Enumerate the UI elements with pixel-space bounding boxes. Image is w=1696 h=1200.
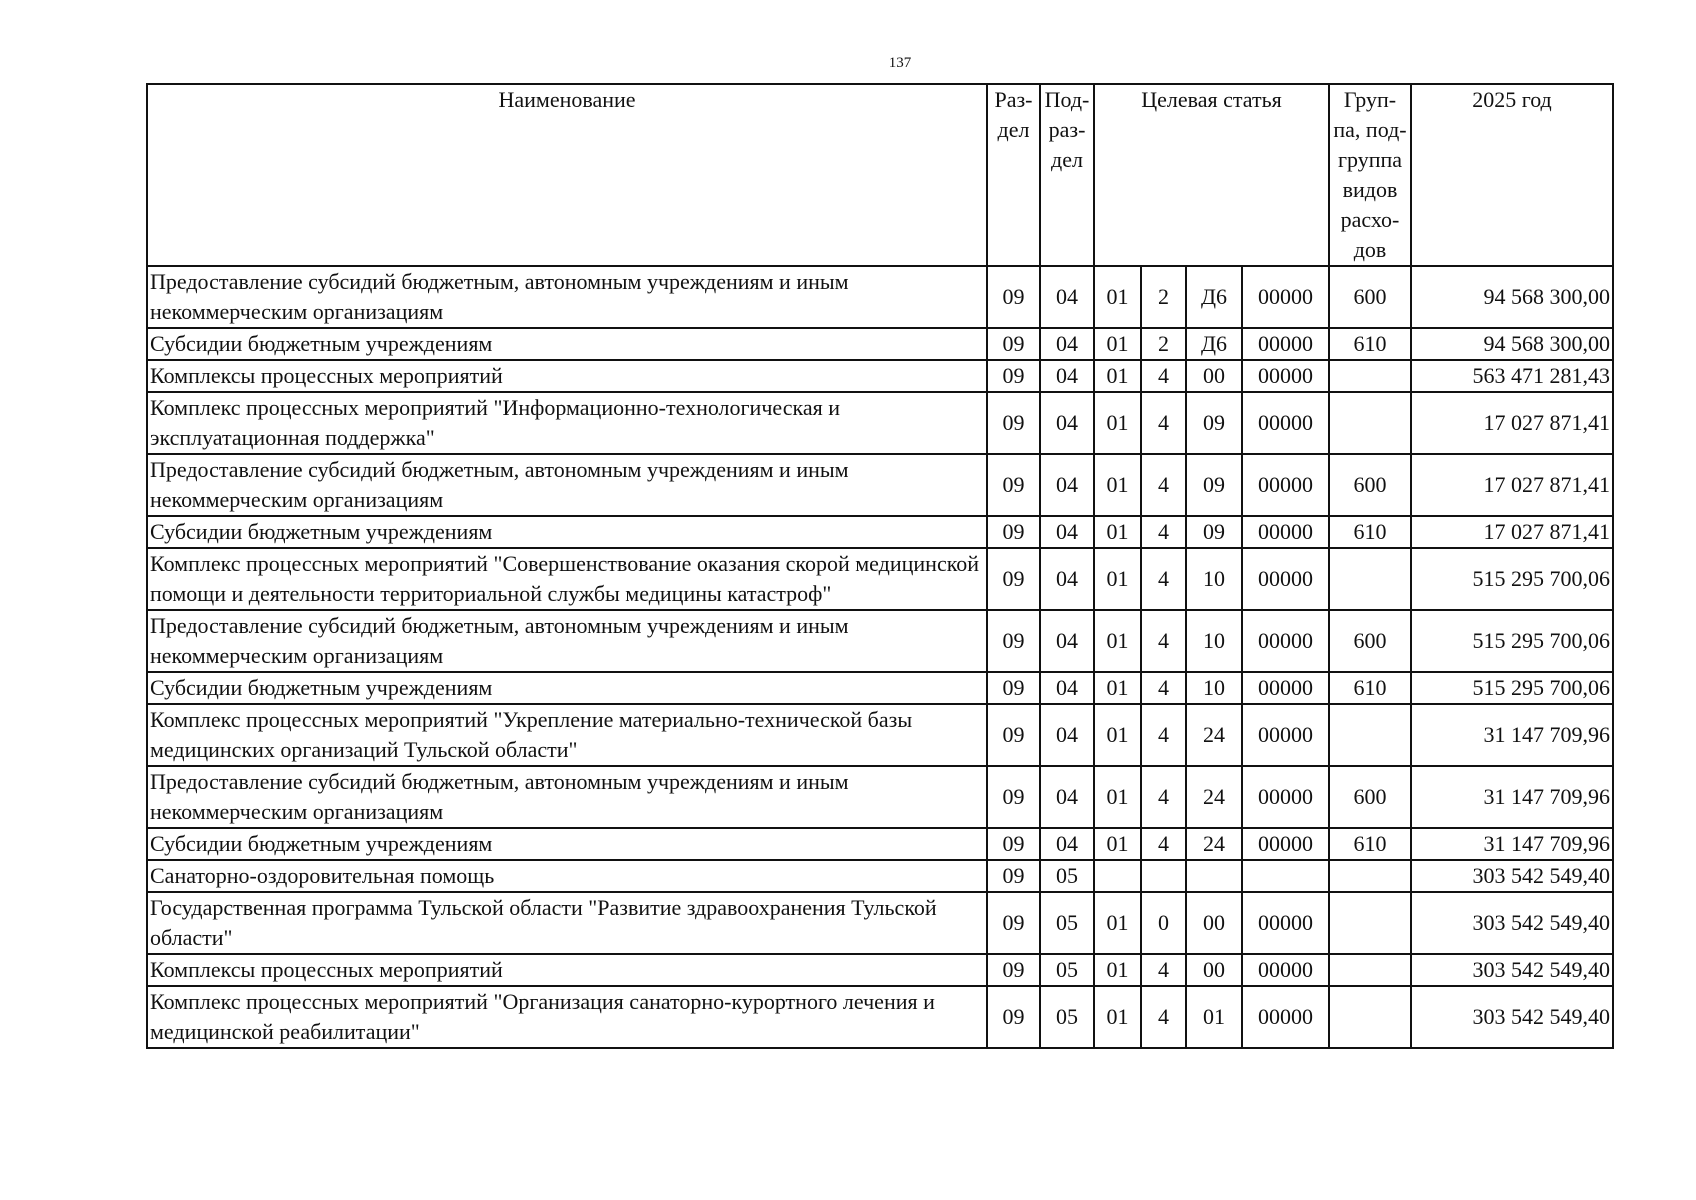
row-podrazdel: 04 [1040, 266, 1094, 328]
row-razdel: 09 [987, 860, 1040, 892]
row-podrazdel: 04 [1040, 392, 1094, 454]
row-expense-group [1329, 360, 1411, 392]
row-podrazdel: 05 [1040, 892, 1094, 954]
row-amount-2025: 515 295 700,06 [1411, 672, 1613, 704]
row-amount-2025: 31 147 709,96 [1411, 828, 1613, 860]
row-razdel: 09 [987, 986, 1040, 1048]
row-name: Санаторно-оздоровительная помощь [147, 860, 987, 892]
table-body [147, 266, 1613, 1048]
table-row [147, 892, 1613, 954]
row-name: Предоставление субсидий бюджетным, автономным учреждениям и иным некоммерческим организациям [147, 766, 987, 828]
row-name: Комплекс процессных мероприятий "Укрепление материально-технической базы медицинских организаций Тульской области" [147, 704, 987, 766]
budget-table [146, 83, 1614, 1049]
row-amount-2025: 515 295 700,06 [1411, 548, 1613, 610]
table-row [147, 704, 1613, 766]
row-expense-group [1329, 392, 1411, 454]
header-podrazdel: Под- раз- дел [1040, 84, 1094, 266]
row-target-program: 01 [1094, 954, 1141, 986]
row-target-type: 4 [1141, 392, 1186, 454]
row-podrazdel: 04 [1040, 548, 1094, 610]
row-amount-2025: 17 027 871,41 [1411, 392, 1613, 454]
row-target-direction: 00000 [1242, 954, 1329, 986]
row-target-type: 4 [1141, 672, 1186, 704]
row-target-code: 09 [1186, 454, 1242, 516]
row-podrazdel: 05 [1040, 986, 1094, 1048]
row-target-direction: 00000 [1242, 454, 1329, 516]
row-target-code: 10 [1186, 610, 1242, 672]
row-target-code: 00 [1186, 360, 1242, 392]
row-expense-group: 600 [1329, 766, 1411, 828]
row-expense-group: 610 [1329, 672, 1411, 704]
table-row [147, 454, 1613, 516]
row-name: Субсидии бюджетным учреждениям [147, 672, 987, 704]
row-target-direction: 00000 [1242, 392, 1329, 454]
table-row [147, 266, 1613, 328]
row-target-code: 09 [1186, 516, 1242, 548]
table-row [147, 610, 1613, 672]
row-target-code [1186, 860, 1242, 892]
row-target-code: 01 [1186, 986, 1242, 1048]
row-expense-group [1329, 954, 1411, 986]
row-podrazdel: 04 [1040, 610, 1094, 672]
row-expense-group [1329, 986, 1411, 1048]
row-target-direction: 00000 [1242, 328, 1329, 360]
row-target-type: 4 [1141, 704, 1186, 766]
table-row [147, 828, 1613, 860]
row-target-program: 01 [1094, 766, 1141, 828]
row-target-type [1141, 860, 1186, 892]
header-expense-group: Груп- па, под- группа видов расхо- дов [1329, 84, 1411, 266]
row-target-program: 01 [1094, 516, 1141, 548]
row-target-program: 01 [1094, 328, 1141, 360]
row-razdel: 09 [987, 328, 1040, 360]
row-target-type: 2 [1141, 328, 1186, 360]
row-amount-2025: 17 027 871,41 [1411, 516, 1613, 548]
row-expense-group [1329, 704, 1411, 766]
row-name: Субсидии бюджетным учреждениям [147, 828, 987, 860]
row-razdel: 09 [987, 516, 1040, 548]
row-target-code: 10 [1186, 672, 1242, 704]
row-target-program: 01 [1094, 266, 1141, 328]
row-podrazdel: 04 [1040, 454, 1094, 516]
row-expense-group [1329, 548, 1411, 610]
header-year-2025: 2025 год [1411, 84, 1613, 266]
row-razdel: 09 [987, 548, 1040, 610]
row-razdel: 09 [987, 828, 1040, 860]
row-razdel: 09 [987, 766, 1040, 828]
header-target-article: Целевая статья [1094, 84, 1329, 266]
row-name: Субсидии бюджетным учреждениям [147, 328, 987, 360]
row-target-direction: 00000 [1242, 766, 1329, 828]
row-razdel: 09 [987, 360, 1040, 392]
row-amount-2025: 303 542 549,40 [1411, 954, 1613, 986]
row-target-code: 24 [1186, 704, 1242, 766]
row-amount-2025: 303 542 549,40 [1411, 860, 1613, 892]
row-amount-2025: 515 295 700,06 [1411, 610, 1613, 672]
row-target-code: 00 [1186, 892, 1242, 954]
row-target-program [1094, 860, 1141, 892]
table-row [147, 516, 1613, 548]
row-amount-2025: 17 027 871,41 [1411, 454, 1613, 516]
row-target-type: 4 [1141, 548, 1186, 610]
row-target-type: 0 [1141, 892, 1186, 954]
table-row [147, 860, 1613, 892]
row-name: Государственная программа Тульской области "Развитие здравоохранения Тульской области" [147, 892, 987, 954]
row-razdel: 09 [987, 892, 1040, 954]
row-target-program: 01 [1094, 548, 1141, 610]
row-podrazdel: 05 [1040, 954, 1094, 986]
row-target-type: 4 [1141, 986, 1186, 1048]
page-number: 137 [888, 55, 912, 71]
row-expense-group: 610 [1329, 828, 1411, 860]
row-razdel: 09 [987, 954, 1040, 986]
row-podrazdel: 04 [1040, 360, 1094, 392]
row-expense-group: 610 [1329, 516, 1411, 548]
header-name: Наименование [147, 84, 987, 266]
row-razdel: 09 [987, 392, 1040, 454]
table-row [147, 392, 1613, 454]
row-target-code: Д6 [1186, 328, 1242, 360]
row-target-type: 4 [1141, 360, 1186, 392]
row-target-direction: 00000 [1242, 672, 1329, 704]
row-expense-group: 600 [1329, 610, 1411, 672]
row-expense-group [1329, 892, 1411, 954]
row-target-code: 24 [1186, 766, 1242, 828]
row-razdel: 09 [987, 266, 1040, 328]
row-target-program: 01 [1094, 828, 1141, 860]
row-expense-group: 610 [1329, 328, 1411, 360]
table-row [147, 360, 1613, 392]
row-podrazdel: 04 [1040, 328, 1094, 360]
table-row [147, 328, 1613, 360]
row-podrazdel: 04 [1040, 516, 1094, 548]
row-target-direction: 00000 [1242, 828, 1329, 860]
row-name: Комплекс процессных мероприятий "Информационно-технологическая и эксплуатационная поддержка" [147, 392, 987, 454]
row-podrazdel: 04 [1040, 704, 1094, 766]
row-amount-2025: 94 568 300,00 [1411, 328, 1613, 360]
row-target-type: 4 [1141, 516, 1186, 548]
row-target-direction: 00000 [1242, 266, 1329, 328]
table-header-row [147, 84, 1613, 266]
table-row [147, 672, 1613, 704]
table-row [147, 766, 1613, 828]
row-target-program: 01 [1094, 360, 1141, 392]
row-amount-2025: 94 568 300,00 [1411, 266, 1613, 328]
row-target-type: 4 [1141, 828, 1186, 860]
row-expense-group [1329, 860, 1411, 892]
row-target-direction: 00000 [1242, 548, 1329, 610]
row-name: Комплекс процессных мероприятий "Организация санаторно-курортного лечения и медицинской реабилитации" [147, 986, 987, 1048]
row-target-program: 01 [1094, 986, 1141, 1048]
row-target-type: 4 [1141, 954, 1186, 986]
row-name: Предоставление субсидий бюджетным, автономным учреждениям и иным некоммерческим организациям [147, 266, 987, 328]
row-amount-2025: 563 471 281,43 [1411, 360, 1613, 392]
row-target-program: 01 [1094, 610, 1141, 672]
row-podrazdel: 04 [1040, 672, 1094, 704]
row-target-code: 00 [1186, 954, 1242, 986]
row-razdel: 09 [987, 672, 1040, 704]
row-amount-2025: 31 147 709,96 [1411, 704, 1613, 766]
row-razdel: 09 [987, 704, 1040, 766]
row-target-direction: 00000 [1242, 360, 1329, 392]
row-target-program: 01 [1094, 454, 1141, 516]
row-target-direction: 00000 [1242, 704, 1329, 766]
row-target-program: 01 [1094, 392, 1141, 454]
row-target-type: 2 [1141, 266, 1186, 328]
row-target-direction: 00000 [1242, 516, 1329, 548]
row-target-code: 10 [1186, 548, 1242, 610]
header-razdel: Раз- дел [987, 84, 1040, 266]
row-target-code: 09 [1186, 392, 1242, 454]
row-name: Субсидии бюджетным учреждениям [147, 516, 987, 548]
row-amount-2025: 303 542 549,40 [1411, 892, 1613, 954]
row-podrazdel: 05 [1040, 860, 1094, 892]
row-name: Комплекс процессных мероприятий "Совершенствование оказания скорой медицинской помощи и деятельности территориальной службы медицины катастроф" [147, 548, 987, 610]
row-target-direction: 00000 [1242, 892, 1329, 954]
row-podrazdel: 04 [1040, 766, 1094, 828]
row-name: Предоставление субсидий бюджетным, автономным учреждениям и иным некоммерческим организациям [147, 610, 987, 672]
row-name: Предоставление субсидий бюджетным, автономным учреждениям и иным некоммерческим организациям [147, 454, 987, 516]
row-razdel: 09 [987, 454, 1040, 516]
row-target-code: 24 [1186, 828, 1242, 860]
row-name: Комплексы процессных мероприятий [147, 954, 987, 986]
row-target-type: 4 [1141, 454, 1186, 516]
row-target-program: 01 [1094, 892, 1141, 954]
row-target-direction: 00000 [1242, 610, 1329, 672]
table-row [147, 954, 1613, 986]
row-name: Комплексы процессных мероприятий [147, 360, 987, 392]
row-podrazdel: 04 [1040, 828, 1094, 860]
table-row [147, 986, 1613, 1048]
row-expense-group: 600 [1329, 266, 1411, 328]
row-target-direction: 00000 [1242, 986, 1329, 1048]
row-target-code: Д6 [1186, 266, 1242, 328]
row-amount-2025: 303 542 549,40 [1411, 986, 1613, 1048]
table-row [147, 548, 1613, 610]
row-target-program: 01 [1094, 672, 1141, 704]
row-expense-group: 600 [1329, 454, 1411, 516]
row-target-type: 4 [1141, 610, 1186, 672]
row-target-program: 01 [1094, 704, 1141, 766]
row-target-direction [1242, 860, 1329, 892]
row-razdel: 09 [987, 610, 1040, 672]
row-target-type: 4 [1141, 766, 1186, 828]
row-amount-2025: 31 147 709,96 [1411, 766, 1613, 828]
